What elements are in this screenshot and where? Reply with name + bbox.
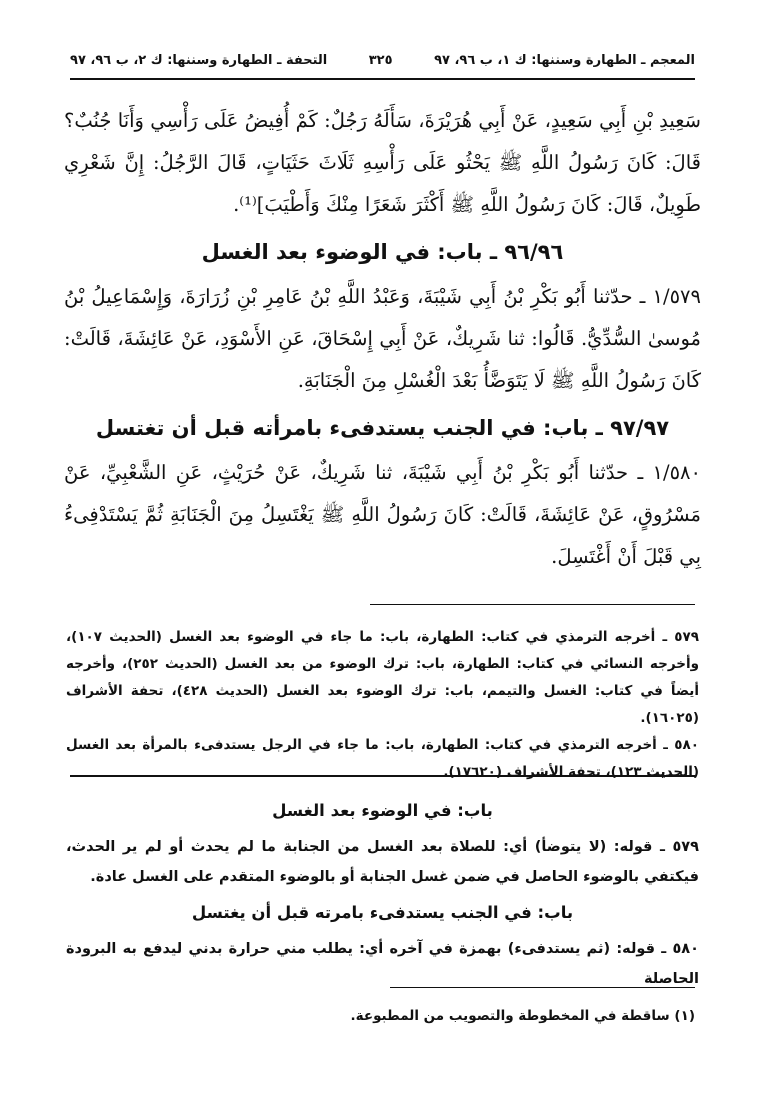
commentary-579: ٥٧٩ ـ قوله: (لا يتوضأ) أي: للصلاة بعد الغسل من الجنابة ما لم يحدث أو لم ير الحدث، فيكتفي بالوضوء الحاصل في ضمن غسل الجنابة أو بالوضوء المتقدم على الغسل عادة.: [66, 839, 699, 885]
main-text: [64, 100, 701, 578]
commentary: [66, 790, 699, 994]
commentary-divider: [70, 775, 695, 777]
header-left: التحفة ـ الطهارة وسننها: ك ٢، ب ٩٦، ٩٧: [70, 52, 328, 68]
notes-divider: [370, 604, 695, 605]
header-right: المعجم ـ الطهارة وسننها: ك ١، ب ٩٦، ٩٧: [434, 52, 695, 68]
page-number: ٣٢٥: [368, 52, 393, 68]
takhrij-notes: [66, 624, 699, 786]
note-580: ٥٨٠ ـ أخرجه الترمذي في كتاب: الطهارة، باب: ما جاء في الرجل يستدفىء بالمرأة بعد الغسل (الحديث ١٢٣)، تحفة الأشراف (١٧٦٢٠).: [66, 737, 699, 780]
commentary-title-2: باب: في الجنب يستدفىء بامرته قبل أن يغتسل: [191, 903, 574, 922]
footnote-divider: [390, 987, 695, 988]
hadith-580: ١/٥٨٠ ـ حدّثنا أَبُو بَكْرِ بْنُ أَبِي شَيْبَةَ، ثنا شَرِيكٌ، عَنْ حُرَيْثٍ، عَنِ الشَّعْبِيِّ، عَنْ مَسْرُوقٍ، عَنْ عَائِشَةَ، قَالَتْ: كَانَ رَسُولُ اللَّهِ ﷺ يَغْتَسِلُ مِنَ الْجَنَابَةِ ثُمَّ يَسْتَدْفِىءُ بِي قَبْلَ أَنْ أَغْتَسِلَ.: [64, 461, 701, 568]
commentary-580: ٥٨٠ ـ قوله: (ثم يستدفىء) بهمزة في آخره أي: يطلب مني حرارة بدني ليدفع به البرودة الحاصلة: [66, 941, 699, 987]
commentary-title-1: باب: في الوضوء بعد الغسل: [272, 801, 493, 820]
footnote: (١) ساقطة في المخطوطة والتصويب من المطبوعة.: [350, 1008, 695, 1024]
chapter-title-97: ٩٧/٩٧ ـ باب: في الجنب يستدفىء بامرأته قبل أن تغتسل: [95, 416, 670, 440]
note-579: ٥٧٩ ـ أخرجه الترمذي في كتاب: الطهارة، باب: ما جاء في الوضوء بعد الغسل (الحديث ١٠٧)، وأخرجه النسائي في كتاب: الطهارة، باب: ترك الوضوء من بعد الغسل (الحديث ٢٥٢)، وأخرجه أيضاً في كتاب: الغسل والتيمم، باب: ترك الوضوء بعد الغسل (الحديث ٤٢٨)، تحفة الأشراف (١٦٠٢٥).: [66, 629, 699, 726]
chapter-title-96: ٩٦/٩٦ ـ باب: في الوضوء بعد الغسل: [201, 240, 564, 264]
running-header: [70, 46, 695, 80]
hadith-579: ١/٥٧٩ ـ حدّثنا أَبُو بَكْرِ بْنُ أَبِي شَيْبَةَ، وَعَبْدُ اللَّهِ بْنُ عَامِرِ بْنِ زُرَارَةَ، وَإِسْمَاعِيلُ بْنُ مُوسىٰ السُّدِّيُّ. قَالُوا: ثنا شَرِيكٌ، عَنْ أَبِي إِسْحَاقَ، عَنِ الأَسْوَدِ، عَنْ عَائِشَةَ، قَالَتْ: كَانَ رَسُولُ اللَّهِ ﷺ لَا يَتَوَضَّأُ بَعْدَ الْغُسْلِ مِنَ الْجَنَابَةِ.: [64, 285, 701, 392]
intro-paragraph: سَعِيدِ بْنِ أَبِي سَعِيدٍ، عَنْ أَبِي هُرَيْرَةَ، سَأَلَهُ رَجُلٌ: كَمْ أُفِيضُ عَلَى رَأْسِي وَأَنَا جُنُبٌ؟ قَالَ: كَانَ رَسُولُ اللَّهِ ﷺ يَحْثُو عَلَى رَأْسِهِ ثَلَاثَ حَثَيَاتٍ، قَالَ الرَّجُلُ: إِنَّ شَعْرِي طَوِيلٌ، قَالَ: كَانَ رَسُولُ اللَّهِ ﷺ أَكْثَرَ شَعَرًا مِنْكَ وَأَطْيَبَ]⁽¹⁾.: [64, 109, 701, 216]
